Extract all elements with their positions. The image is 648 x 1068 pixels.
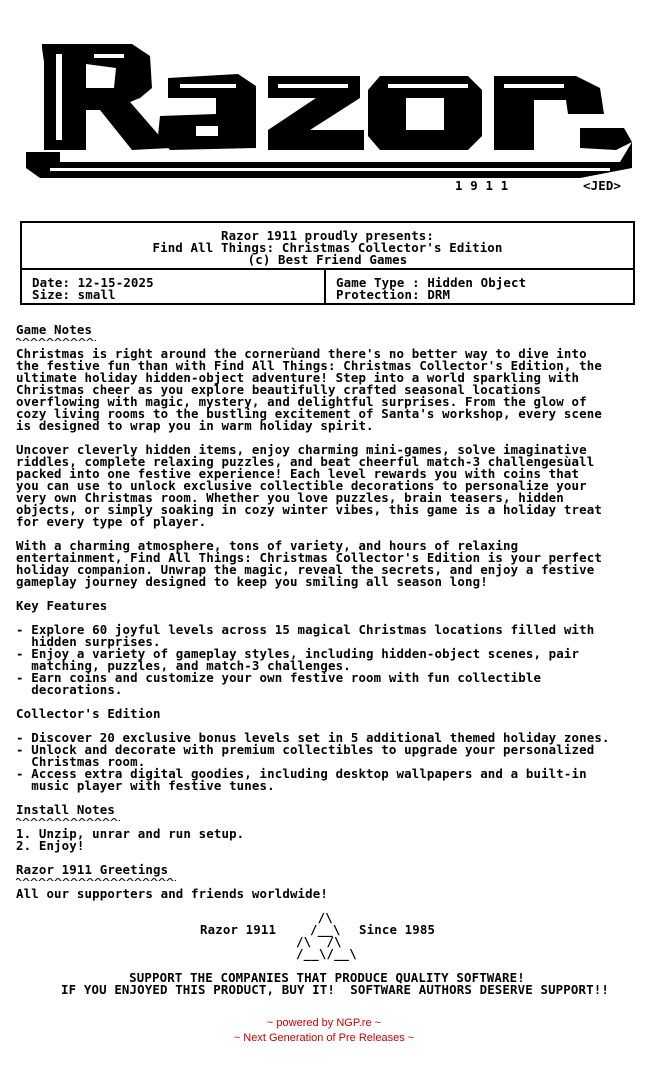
- signoff-since: Since 1985: [359, 922, 436, 937]
- install-step: 2. Enjoy!: [16, 838, 85, 853]
- release-info-box: [20, 221, 635, 305]
- logo-artist-tag: <JED>: [583, 178, 622, 193]
- copyright-line: (c) Best Friend Games: [247, 252, 408, 267]
- list-item: - Explore 60 joyful levels across 15 magical Christmas locations filled with: [16, 622, 595, 637]
- text-line: very own Christmas room. Whether you love puzzles, brain teasers, hidden: [16, 490, 564, 505]
- text-line: Christmas cheer as you explore beautifully crafted seasonal locations: [16, 382, 542, 397]
- notes-paragraph-1: [16, 348, 602, 432]
- game-type: Game Type : Hidden Object: [336, 275, 527, 290]
- text-line: packed into one festive experience! Each level rewards you with coins that: [16, 466, 580, 481]
- collectors-edition-list: [16, 732, 610, 792]
- support-line-2: IF YOU ENJOYED THIS PRODUCT, BUY IT! SOFTWARE AUTHORS DESERVE SUPPORT!!: [61, 982, 609, 997]
- text-line: is designed to wrap you in warm holiday spirit.: [16, 418, 374, 433]
- text-line: entertainment, Find All Things: Christmas Collector's Edition is your perfect: [16, 550, 602, 565]
- text-line: ultimate holiday hidden-object adventure! Step into a world sparkling with: [16, 370, 580, 385]
- list-item-continuation: matching, puzzles, and match-3 challenges.: [16, 658, 351, 673]
- text-line: holiday companion. Unwrap the magic, reveal the secrets, and enjoy a festive: [16, 562, 595, 577]
- release-date: Date: 12-15-2025: [32, 275, 154, 290]
- notes-paragraph-2: [16, 444, 602, 528]
- razor-1911-logo: [20, 18, 636, 188]
- list-item-continuation: hidden surprises.: [16, 634, 161, 649]
- list-item: - Earn coins and customize your own festive room with fun collectible: [16, 670, 542, 685]
- text-line: gameplay journey designed to keep you smiling all season long!: [16, 574, 488, 589]
- heading-underline: [16, 817, 120, 821]
- triangle-line: /\ /\: [296, 934, 342, 949]
- text-line: you can use to unlock exclusive collectible decorations to personalize your: [16, 478, 587, 493]
- release-size: Size: small: [32, 287, 116, 302]
- text-line: for every type of player.: [16, 514, 207, 529]
- greetings-text: All our supporters and friends worldwide!: [16, 886, 329, 901]
- heading-underline: [16, 877, 176, 881]
- list-item-continuation: music player with festive tunes.: [16, 778, 275, 793]
- list-item: - Unlock and decorate with premium collectibles to upgrade your personalized: [16, 742, 595, 757]
- triangle-line: /__\/__\: [296, 946, 357, 961]
- heading-underline: [16, 337, 96, 341]
- install-notes-heading: Install Notes: [16, 802, 115, 817]
- triangle-line: /\: [310, 910, 341, 925]
- logo-group-name: 1 9 1 1: [455, 178, 509, 193]
- list-item: - Discover 20 exclusive bonus levels set in 5 additional themed holiday zones.: [16, 730, 610, 745]
- text-line: Christmas is right around the cornerùand there's no better way to dive into: [16, 346, 587, 361]
- triangle-line: /__\: [310, 922, 341, 937]
- powered-by-link[interactable]: ~ powered by NGP.re ~: [266, 1017, 382, 1029]
- box-divider-vertical: [324, 268, 326, 303]
- text-line: overflowing with magic, mystery, and delightful surprises. From the glow of: [16, 394, 587, 409]
- text-line: riddles, complete relaxing puzzles, and beat cheerful match-3 challengesùall: [16, 454, 595, 469]
- collectors-edition-heading: Collector's Edition: [16, 706, 161, 721]
- list-item: - Enjoy a variety of gameplay styles, including hidden-object scenes, pair: [16, 646, 580, 661]
- key-features-list: [16, 624, 594, 696]
- install-steps: [16, 828, 244, 852]
- text-line: objects, or simply soaking in cozy winter vibes, this game is a holiday treat: [16, 502, 602, 517]
- protection: Protection: DRM: [336, 287, 451, 302]
- tagline-text: ~ Next Generation of Pre Releases ~: [233, 1032, 415, 1044]
- text-line: cozy living rooms to the bustling excitement of Santa's workshop, every scene: [16, 406, 602, 421]
- text-line: With a charming atmosphere, tons of variety, and hours of relaxing: [16, 538, 519, 553]
- triforce-ascii: [296, 912, 357, 960]
- notes-paragraph-3: [16, 540, 602, 588]
- list-item-continuation: decorations.: [16, 682, 123, 697]
- support-line-1: SUPPORT THE COMPANIES THAT PRODUCE QUALITY SOFTWARE!: [129, 970, 525, 985]
- presents-line: Razor 1911 proudly presents:: [220, 228, 435, 243]
- game-title: Find All Things: Christmas Collector's Edition: [152, 240, 503, 255]
- game-notes-heading: Game Notes: [16, 322, 93, 337]
- text-line: Uncover cleverly hidden items, enjoy charming mini-games, solve imaginative: [16, 442, 587, 457]
- box-divider-horizontal: [22, 268, 633, 270]
- list-item: - Access extra digital goodies, including desktop wallpapers and a built-in: [16, 766, 587, 781]
- greetings-heading: Razor 1911 Greetings: [16, 862, 169, 877]
- list-item-continuation: Christmas room.: [16, 754, 146, 769]
- install-step: 1. Unzip, unrar and run setup.: [16, 826, 245, 841]
- signoff-group: Razor 1911: [200, 922, 277, 937]
- text-line: the festive fun than with Find All Things: Christmas Collector's Edition, the: [16, 358, 602, 373]
- key-features-heading: Key Features: [16, 598, 108, 613]
